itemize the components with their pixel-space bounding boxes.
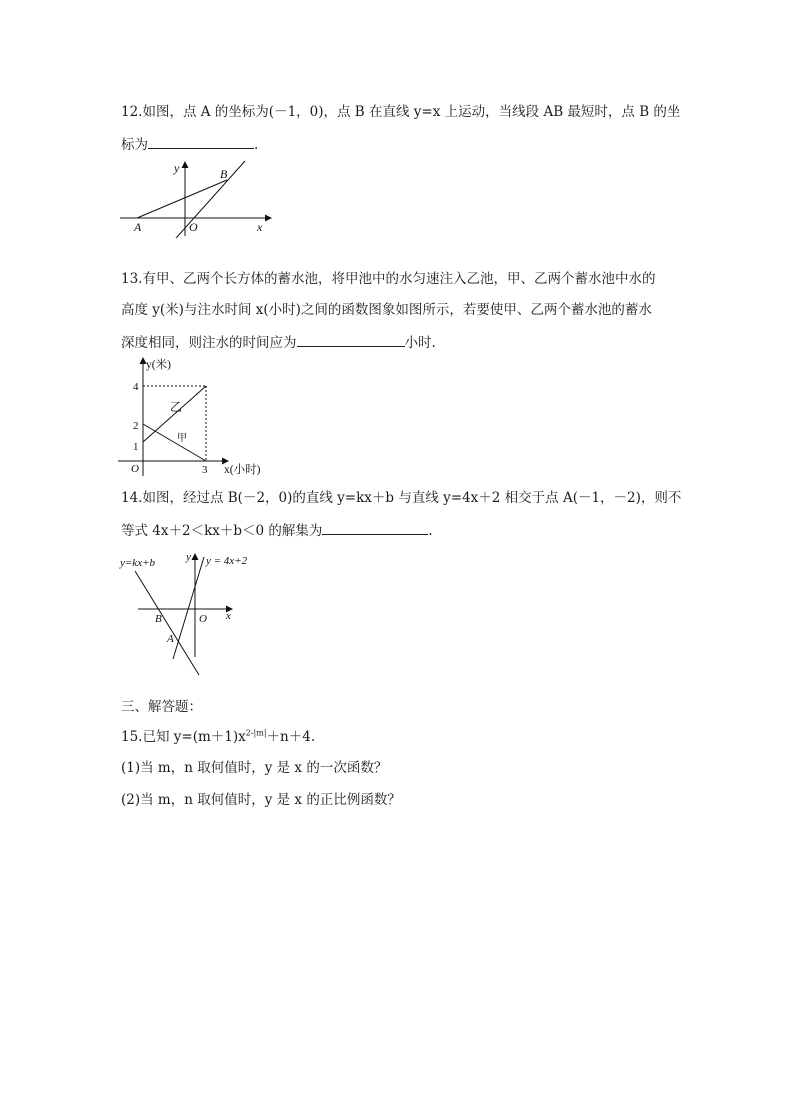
q14-label-b: B xyxy=(155,613,162,625)
q14-line2 xyxy=(121,521,433,540)
q13-tick-3: 3 xyxy=(202,464,208,476)
q13-tick-2: 2 xyxy=(133,420,139,432)
q13-tick-4: 4 xyxy=(133,381,139,393)
q12-line-y-eq-x xyxy=(160,161,245,238)
q12-line2 xyxy=(121,135,258,154)
q13-label-jia: 甲 xyxy=(177,433,187,444)
q12-line2-suffix: . xyxy=(254,137,259,153)
q12-answer-blank xyxy=(148,135,254,149)
q13-answer-blank xyxy=(297,333,405,347)
q12-label-x: x xyxy=(257,220,263,234)
q14-label-y: y xyxy=(186,551,191,563)
q15-exponent: 2-|m| xyxy=(245,728,267,738)
q12-label-o: O xyxy=(189,220,198,234)
q14-label-x: x xyxy=(226,610,231,622)
q12-line2-prefix: 标为 xyxy=(121,137,148,153)
q12-label-a: A xyxy=(134,220,142,234)
q15-line1-prefix: 15.已知 y=(m＋1)x xyxy=(121,729,246,745)
q14-line2-suffix: . xyxy=(428,523,433,539)
q14-line1: 14.如图，经过点 B(－2，0)的直线 y=kx＋b 与直线 y=4x＋2 相交于点 A(－1，－2)，则不 xyxy=(121,490,682,506)
q13-line2: 高度 y(米)与注水时间 x(小时)之间的函数图象如图所示，若要使甲、乙两个蓄水池的蓄水 xyxy=(121,302,652,318)
q14-label-line1: y=kx+b xyxy=(120,557,155,569)
q14-answer-blank xyxy=(322,521,428,535)
q15-line1-suffix: ＋n＋4. xyxy=(266,729,316,745)
q13-label-yi: 乙 xyxy=(170,400,183,414)
q14-line-4x-2 xyxy=(173,557,204,659)
q13-tick-1: 1 xyxy=(133,441,139,453)
q13-axis-x-label: x(小时) xyxy=(224,464,261,476)
q14-label-o: O xyxy=(199,613,207,625)
q14-line-kx-b xyxy=(135,571,199,675)
q14-figure xyxy=(118,549,278,679)
q14-line2-prefix: 等式 4x＋2＜kx＋b＜0 的解集为 xyxy=(121,523,323,539)
q13-line-yi xyxy=(143,386,206,442)
q13-line3 xyxy=(121,333,436,352)
q13-line1: 13.有甲、乙两个长方体的蓄水池，将甲池中的水匀速注入乙池，甲、乙两个蓄水池中水的 xyxy=(121,271,656,287)
q13-axis-y-label: y(米) xyxy=(146,359,171,371)
q13-line-jia xyxy=(143,424,206,461)
q12-figure xyxy=(115,158,275,238)
q13-label-o: O xyxy=(131,463,139,475)
q12-segment-ab xyxy=(137,180,227,218)
q14-label-line2: y = 4x+2 xyxy=(206,555,248,567)
q13-line3-prefix: 深度相同，则注水的时间应为 xyxy=(121,335,297,351)
q13-line3-suffix: 小时. xyxy=(404,335,436,351)
q12-label-y: y xyxy=(174,161,180,175)
q15-line1 xyxy=(121,728,315,746)
q14-label-a: A xyxy=(167,633,174,645)
section3-heading: 三、解答题： xyxy=(121,699,202,715)
q12-line1: 12.如图，点 A 的坐标为(－1，0)，点 B 在直线 y=x 上运动，当线段 AB 最短时，点 B 的坐 xyxy=(121,104,681,120)
q12-label-b: B xyxy=(220,167,228,181)
q15-part1: (1)当 m，n 取何值时，y 是 x 的一次函数？ xyxy=(121,760,388,776)
q15-part2: (2)当 m，n 取何值时，y 是 x 的正比例函数？ xyxy=(121,792,401,808)
q13-figure xyxy=(118,354,278,480)
